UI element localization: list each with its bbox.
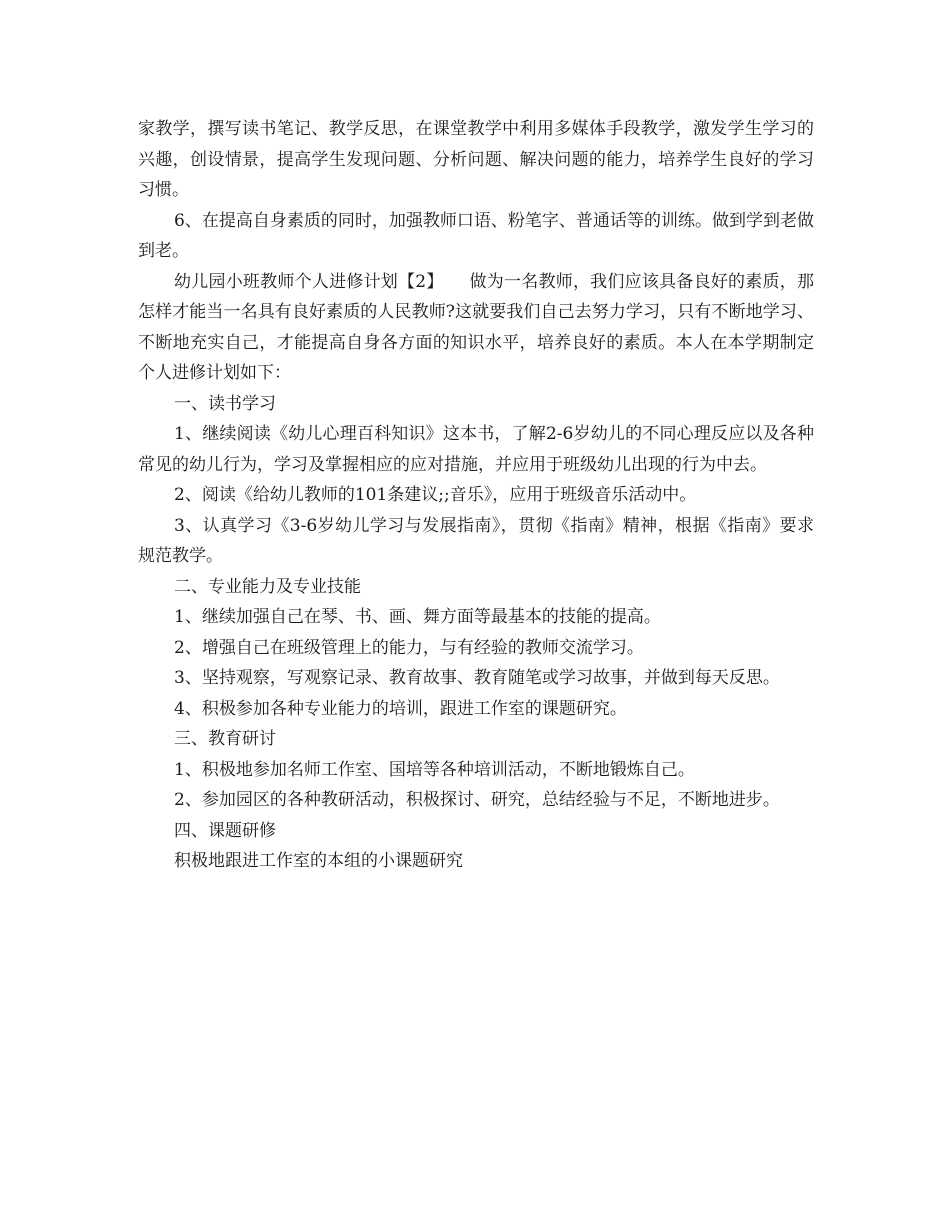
section-heading: 三、教育研讨 bbox=[174, 729, 276, 749]
section-heading: 一、读书学习 bbox=[174, 393, 276, 414]
paragraph: 2、增强自己在班级管理上的能力，与有经验的教师交流学习。 bbox=[174, 637, 644, 658]
paragraph: 1、继续阅读《幼儿心理百科知识》这本书，了解2-6岁幼儿的不同心理反应以及各种常见的幼儿行为，学习及掌握相应的应对措施，并应用于班级幼儿出现的行为中去。 bbox=[138, 424, 814, 475]
section-heading: 二、专业能力及专业技能 bbox=[174, 576, 361, 597]
paragraph: 积极地跟进工作室的本组的小课题研究 bbox=[174, 851, 463, 871]
paragraph: 家教学，撰写读书笔记、教学反思，在课堂教学中利用多媒体手段教学，激发学生学习的兴趣，创设情景，提高学生发现问题、分析问题、解决问题的能力，培养学生良好的学习习惯。 bbox=[138, 119, 814, 200]
paragraph: 1、积极地参加名师工作室、国培等各种培训活动，不断地锻炼自己。 bbox=[174, 759, 695, 780]
paragraph: 2、参加园区的各种教研活动，积极探讨、研究，总结经验与不足，不断地进步。 bbox=[174, 790, 780, 810]
paragraph: 3、坚持观察，写观察记录、教育故事、教育随笔或学习故事，并做到每天反思。 bbox=[174, 668, 780, 688]
paragraph: 2、阅读《给幼儿教师的101条建议;;音乐》，应用于班级音乐活动中。 bbox=[174, 485, 697, 505]
paragraph: 3、认真学习《3-6岁幼儿学习与发展指南》，贯彻《指南》精神，根据《指南》要求规范教学。 bbox=[138, 515, 814, 566]
paragraph: 幼儿园小班教师个人进修计划【2】 做为一名教师，我们应该具备良好的素质，那怎样才能当一名具有良好素质的人民教师?这就要我们自己去努力学习，只有不断地学习、不断地充实自己，才能提高自身各方面的知识水平，培养良好的素质。本人在本学期制定个人进修计划如下： bbox=[138, 271, 814, 383]
paragraph: 1、继续加强自己在琴、书、画、舞方面等最基本的技能的提高。 bbox=[174, 607, 661, 627]
document-body bbox=[138, 114, 814, 877]
paragraph: 4、积极参加各种专业能力的培训，跟进工作室的课题研究。 bbox=[174, 698, 627, 719]
paragraph: 6、在提高自身素质的同时，加强教师口语、粉笔字、普通话等的训练。做到学到老做到老。 bbox=[138, 210, 814, 261]
section-heading: 四、课题研修 bbox=[174, 820, 276, 841]
